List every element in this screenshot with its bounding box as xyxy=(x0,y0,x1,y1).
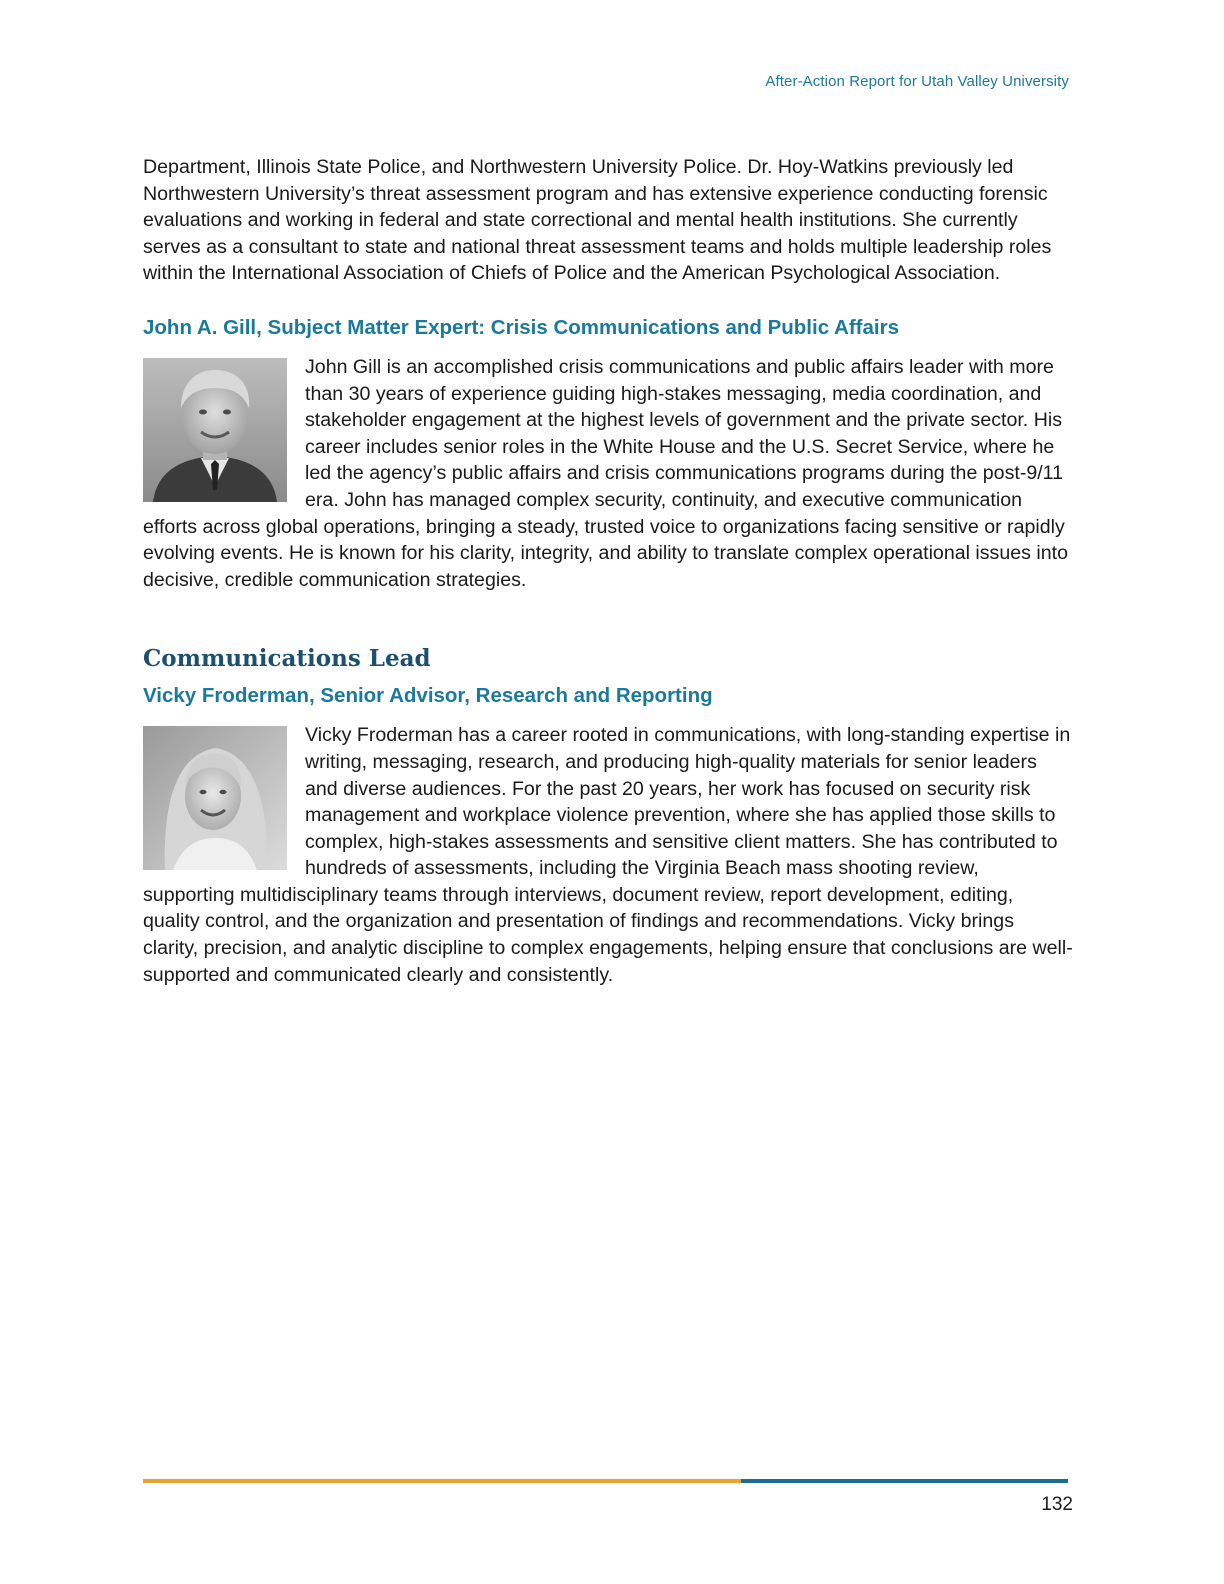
portrait-gill-image xyxy=(143,358,287,502)
bio-text-gill: John Gill is an accomplished crisis communications and public affairs leader with more than 30 years of experience guiding high-stakes messaging, media coordination, and stakeholder engagement at the highest levels of government and the private sector. His career includes senior roles in the White House and the U.S. Secret Service, where he led the agency’s public affairs and crisis communications programs during the post-9/11 era. John has managed complex security, continuity, and executive communication efforts across global operations, bringing a steady, trusted voice to organizations facing sensitive or rapidly evolving events. He is known for his clarity, integrity, and ability to translate complex operational issues into decisive, credible communication strategies. xyxy=(143,355,1068,591)
portrait-photo-gill xyxy=(143,358,287,502)
running-header: After-Action Report for Utah Valley University xyxy=(765,73,1069,90)
bio-heading-gill: John A. Gill, Subject Matter Expert: Crisis Communications and Public Affairs xyxy=(143,315,899,339)
bio-gill xyxy=(143,354,1073,593)
page-number: 132 xyxy=(1041,1494,1073,1515)
bio-text-froderman: Vicky Froderman has a career rooted in communications, with long-standing expertise in writing, messaging, research, and producing high-quality materials for senior leaders and diverse audiences. For the past 20 years, her work has focused on security risk management and workplace violence prevention, where she has applied those skills to complex, high-stakes assessments and sensitive client matters. She has contributed to hundreds of assessments, including the Virginia Beach mass shooting review, supporting multidisciplinary teams through interviews, document review, report development, editing, quality control, and the organization and presentation of findings and recommendations. Vicky brings clarity, precision, and analytic discipline to complex engagements, helping ensure that conclusions are well-supported and communicated clearly and consistently. xyxy=(143,724,1073,986)
bio-heading-froderman: Vicky Froderman, Senior Advisor, Research and Reporting xyxy=(143,684,713,708)
portrait-froderman-image xyxy=(143,726,287,870)
intro-paragraph: Department, Illinois State Police, and Northwestern University Police. Dr. Hoy-Watkins previously led Northwestern University’s threat assessment program and has extensive experience conducting forensic evaluations and working in federal and state correctional and mental health institutions. She currently serves as a consultant to state and national threat assessment teams and holds multiple leadership roles within the International Association of Chiefs of Police and the American Psychological Association. xyxy=(143,156,1052,285)
footer-rule-blue-segment xyxy=(741,1479,1068,1483)
footer-rule-gold-segment xyxy=(143,1479,741,1483)
section-heading-communications-lead: Communications Lead xyxy=(143,645,431,673)
footer-rule xyxy=(143,1479,1068,1483)
bio-froderman xyxy=(143,722,1073,988)
page-content xyxy=(143,154,1073,988)
portrait-photo-froderman xyxy=(143,726,287,870)
